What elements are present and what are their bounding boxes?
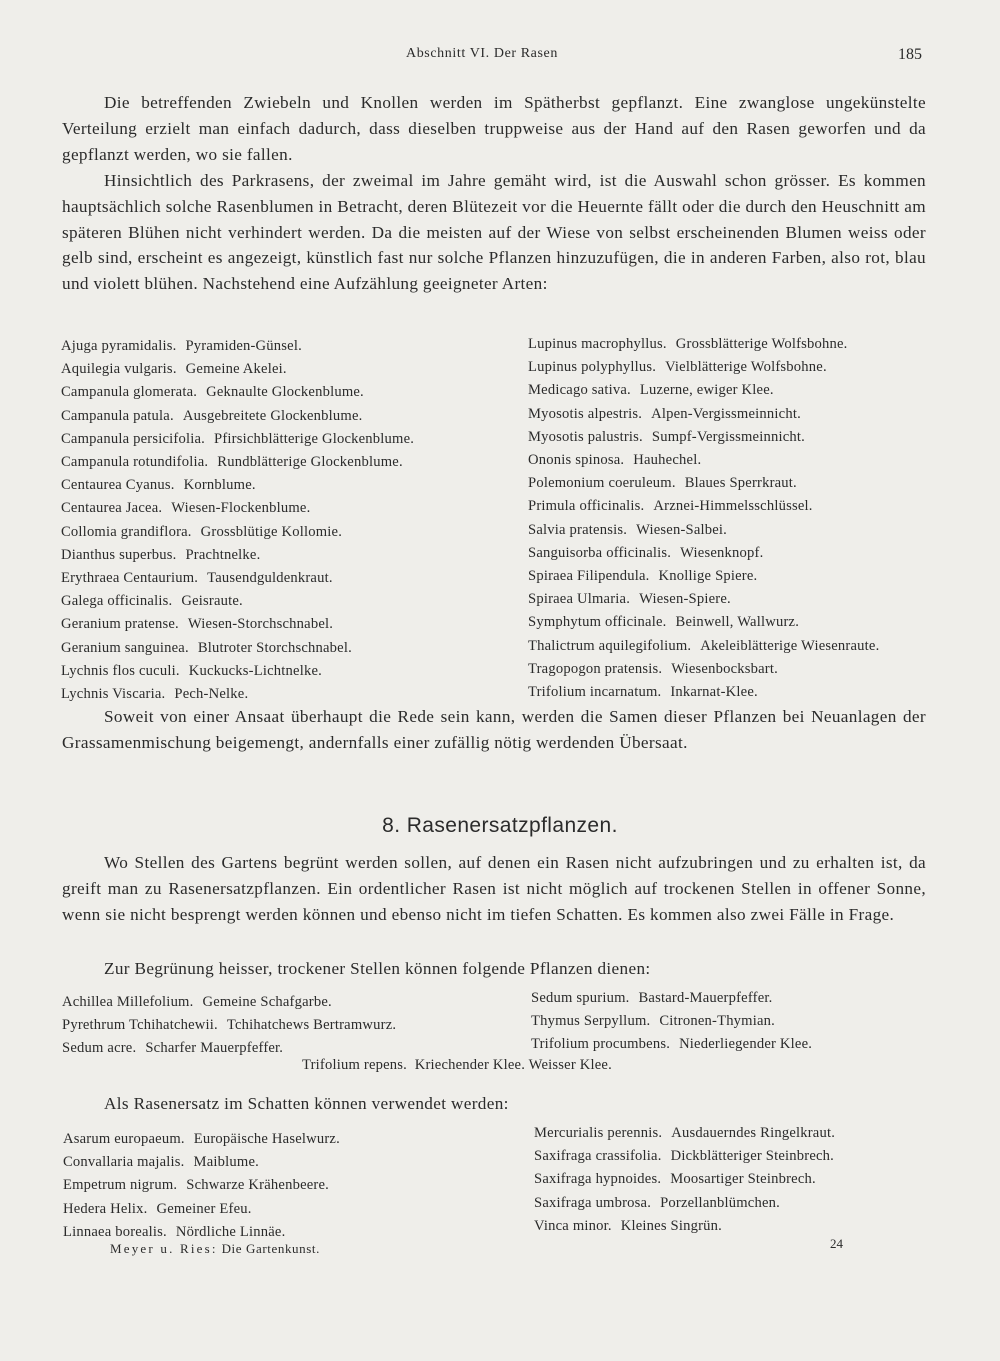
latin-name: Dianthus superbus. (61, 546, 177, 563)
latin-name: Linnaea borealis. (63, 1223, 167, 1240)
german-name: Pfirsichblätterige Glockenblume. (214, 430, 415, 447)
latin-name: Aquilegia vulgaris. (61, 361, 177, 378)
german-name: Pech-Nelke. (174, 686, 249, 703)
german-name: Kuckucks-Lichtnelke. (188, 662, 322, 679)
shade-plants-list-right (534, 1122, 835, 1238)
latin-name: Spiraea Ulmaria. (528, 591, 631, 608)
latin-name: Sedum spurium. (531, 990, 630, 1006)
german-name: Maiblume. (193, 1154, 259, 1171)
paragraph-after-list-text: Soweit von einer Ansaat überhaupt die Rede sein kann, werden die Samen dieser Pflanzen bei Neuanlagen der Grassamenmischung beigemengt, andernfalls einer zufällig nötig werdenden Übersaat. (62, 707, 926, 752)
list-item (61, 544, 414, 567)
german-name: Scharfer Mauerpfeffer. (145, 1040, 284, 1057)
list-item (61, 428, 414, 451)
list-item (528, 588, 879, 611)
german-name: Blutroter Storchschnabel. (197, 639, 352, 656)
latin-name: Erythraea Centaurium. (61, 570, 199, 587)
section-paragraph-2-text: Zur Begrünung heisser, trockener Stellen können folgende Pflanzen dienen: (104, 959, 651, 978)
list-item (528, 356, 879, 379)
dry-centered-german: Kriechender Klee. Weisser Klee. (414, 1057, 612, 1073)
german-name: Gemeine Akelei. (185, 361, 287, 378)
german-name: Bastard-Mauerpfeffer. (638, 990, 773, 1006)
dry-plants-list-left (62, 991, 396, 1061)
list-item (61, 497, 414, 520)
german-name: Wiesen-Spiere. (639, 591, 731, 608)
list-item (528, 635, 879, 658)
latin-name: Salvia pratensis. (528, 521, 628, 538)
list-item (528, 449, 879, 472)
list-item (534, 1145, 835, 1168)
latin-name: Vinca minor. (534, 1217, 612, 1234)
latin-name: Medicago sativa. (528, 382, 631, 399)
latin-name: Empetrum nigrum. (63, 1177, 178, 1194)
latin-name: Sedum acre. (62, 1040, 137, 1057)
latin-name: Symphytum officinale. (528, 614, 667, 631)
german-name: Ausgebreitete Glockenblume. (182, 407, 363, 424)
german-name: Tausendguldenkraut. (207, 570, 333, 587)
german-name: Europäische Haselwurz. (193, 1131, 340, 1147)
list-item (528, 611, 879, 634)
latin-name: Geranium pratense. (61, 616, 179, 633)
latin-name: Saxifraga hypnoides. (534, 1171, 662, 1188)
german-name: Niederliegender Klee. (679, 1036, 813, 1053)
german-name: Wiesen-Salbei. (636, 521, 728, 538)
list-item (528, 542, 879, 565)
list-item (61, 381, 414, 404)
footer-imprint (110, 1241, 320, 1257)
latin-name: Centaurea Cyanus. (61, 477, 175, 494)
latin-name: Spiraea Filipendula. (528, 568, 650, 585)
footer-author: Meyer u. Ries: (110, 1241, 218, 1256)
section-paragraph-1-text: Wo Stellen des Gartens begrünt werden sollen, auf denen ein Rasen nicht aufzubringen und zu erhalten ist, da greift man zu Rasenersatzpflanzen. Ein ordentlicher Rasen ist nicht möglich auf trockenen Stellen in offener Sonne, wenn sie nicht besprengt werden können und ebenso nicht im tiefen Schatten. Es kommen also zwei Fälle in Frage. (62, 853, 926, 924)
list-item (61, 637, 414, 660)
latin-name: Myosotis palustris. (528, 428, 643, 445)
latin-name: Collomia grandiflora. (61, 523, 192, 540)
german-name: Porzellanblümchen. (660, 1194, 780, 1211)
list-item (528, 681, 879, 704)
list-item (61, 474, 414, 497)
section-paragraph-3 (62, 1091, 926, 1117)
list-item (534, 1215, 835, 1238)
german-name: Grossblütige Kollomie. (200, 523, 343, 540)
german-name: Prachtnelke. (185, 546, 261, 563)
list-item (528, 519, 879, 542)
german-name: Gemeiner Efeu. (156, 1200, 252, 1217)
german-name: Nördliche Linnäe. (175, 1223, 286, 1240)
latin-name: Saxifraga crassifolia. (534, 1148, 662, 1165)
german-name: Alpen-Vergissmeinnicht. (651, 405, 801, 422)
latin-name: Geranium sanguinea. (61, 639, 189, 656)
list-item (61, 451, 414, 474)
german-name: Wiesen-Storchschnabel. (187, 616, 334, 633)
list-item (63, 1174, 340, 1197)
species-list-right (528, 333, 879, 704)
latin-name: Campanula rotundifolia. (61, 454, 209, 471)
german-name: Wiesenknopf. (680, 544, 764, 561)
latin-name: Campanula glomerata. (61, 384, 198, 401)
german-name: Akeleiblätterige Wiesenraute. (700, 637, 880, 654)
list-item (528, 333, 879, 356)
dry-plants-list-right (531, 987, 812, 1057)
latin-name: Saxifraga umbrosa. (534, 1194, 652, 1211)
section-heading: 8. Rasenersatzpflanzen. (382, 814, 618, 837)
list-item (63, 1128, 340, 1151)
german-name: Blaues Sperrkraut. (684, 475, 797, 492)
intro-paragraph-1 (62, 90, 926, 167)
list-item (528, 472, 879, 495)
german-name: Citronen-Thymian. (659, 1013, 776, 1030)
intro-paragraph-2-text: Hinsichtlich des Parkrasens, der zweimal im Jahre gemäht wird, ist die Auswahl schon grösser. Es kommen hauptsächlich solche Rasenblumen in Betracht, deren Blütezeit vor die Heuernte fällt oder die durch den Heuschnitt am späteren Blühen nicht verhindert werden. Da die meisten auf der Wiese von selbst erscheinenden Blumen weiss oder gelb sind, erscheint es angezeigt, künstlich fast nur solche Pflanzen hinzuzufügen, die in anderen Farben, also rot, blau und violett blühen. Nachstehend eine Aufzählung geeigneter Arten: (62, 171, 926, 294)
intro-paragraph-1-text: Die betreffenden Zwiebeln und Knollen werden im Spätherbst gepflanzt. Eine zwanglose ungekünstelte Verteilung erzielt man einfach dadurch, dass dieselben truppweise aus der Hand auf den Rasen geworfen und da gepflanzt werden, wo sie fallen. (62, 93, 926, 164)
list-item (534, 1168, 835, 1191)
latin-name: Lychnis flos cuculi. (61, 662, 180, 679)
german-name: Inkarnat-Klee. (670, 684, 758, 701)
list-item (61, 567, 414, 590)
german-name: Beinwell, Wallwurz. (675, 614, 800, 631)
list-item (531, 987, 812, 1010)
latin-name: Hedera Helix. (63, 1200, 148, 1217)
list-item (531, 1033, 812, 1056)
list-item (61, 358, 414, 381)
latin-name: Mercurialis perennis. (534, 1125, 663, 1141)
list-item (534, 1122, 835, 1145)
list-item (61, 405, 414, 428)
footer-book-title: Die Gartenkunst. (221, 1241, 320, 1256)
german-name: Kornblume. (183, 477, 256, 494)
latin-name: Trifolium incarnatum. (528, 684, 662, 701)
latin-name: Lychnis Viscaria. (61, 686, 166, 703)
latin-name: Thalictrum aquilegifolium. (528, 637, 692, 654)
german-name: Hauhechel. (633, 452, 702, 469)
list-item (528, 495, 879, 518)
list-item (61, 590, 414, 613)
latin-name: Centaurea Jacea. (61, 500, 163, 517)
latin-name: Tragopogon pratensis. (528, 660, 663, 677)
shade-plants-list-left (63, 1128, 340, 1244)
latin-name: Asarum europaeum. (63, 1131, 185, 1147)
list-item (61, 521, 414, 544)
latin-name: Thymus Serpyllum. (531, 1013, 651, 1030)
latin-name: Lupinus macrophyllus. (528, 336, 667, 352)
dry-centered-latin: Trifolium repens. (302, 1057, 408, 1073)
german-name: Dickblätteriger Steinbrech. (670, 1148, 835, 1165)
german-name: Wiesenbocksbart. (671, 660, 778, 677)
latin-name: Ajuga pyramidalis. (61, 338, 177, 354)
german-name: Geisraute. (181, 593, 243, 610)
german-name: Ausdauerndes Ringelkraut. (671, 1125, 836, 1141)
list-item (63, 1151, 340, 1174)
section-paragraph-2 (62, 956, 926, 982)
german-name: Wiesen-Flockenblume. (171, 500, 311, 517)
section-paragraph-3-text: Als Rasenersatz im Schatten können verwendet werden: (104, 1094, 509, 1113)
german-name: Pyramiden-Günsel. (185, 338, 302, 354)
german-name: Geknaulte Glockenblume. (206, 384, 364, 401)
german-name: Rundblätterige Glockenblume. (217, 454, 403, 471)
list-item (528, 658, 879, 681)
intro-paragraph-2 (62, 168, 926, 297)
paragraph-after-list (62, 704, 926, 756)
species-list-left (61, 335, 414, 706)
german-name: Tchihatchews Bertramwurz. (226, 1017, 397, 1034)
latin-name: Campanula persicifolia. (61, 430, 206, 447)
german-name: Arznei-Himmelsschlüssel. (653, 498, 813, 515)
german-name: Moosartiger Steinbrech. (670, 1171, 816, 1188)
german-name: Sumpf-Vergissmeinnicht. (651, 428, 805, 445)
latin-name: Myosotis alpestris. (528, 405, 643, 422)
list-item (528, 379, 879, 402)
section-paragraph-1 (62, 850, 926, 927)
list-item (528, 403, 879, 426)
list-item (62, 1014, 396, 1037)
latin-name: Polemonium coeruleum. (528, 475, 676, 492)
latin-name: Sanguisorba officinalis. (528, 544, 672, 561)
list-item (528, 565, 879, 588)
german-name: Gemeine Schafgarbe. (202, 994, 332, 1010)
latin-name: Trifolium procumbens. (531, 1036, 671, 1053)
latin-name: Ononis spinosa. (528, 452, 625, 469)
dry-plants-centered-entry (302, 1057, 612, 1074)
latin-name: Galega officinalis. (61, 593, 173, 610)
latin-name: Pyrethrum Tchihatchewii. (62, 1017, 218, 1034)
sheet-signature: 24 (830, 1236, 843, 1251)
german-name: Grossblätterige Wolfsbohne. (675, 336, 848, 352)
latin-name: Achillea Millefolium. (62, 994, 194, 1010)
list-item (534, 1192, 835, 1215)
page-number: 185 (898, 46, 922, 63)
german-name: Kleines Singrün. (620, 1217, 723, 1234)
latin-name: Convallaria majalis. (63, 1154, 185, 1171)
german-name: Vielblätterige Wolfsbohne. (665, 359, 827, 376)
list-item (61, 683, 414, 706)
latin-name: Primula officinalis. (528, 498, 645, 515)
list-item (531, 1010, 812, 1033)
list-item (62, 991, 396, 1014)
running-head (0, 46, 1000, 70)
german-name: Schwarze Krähenbeere. (186, 1177, 330, 1194)
running-title: Abschnitt VI. Der Rasen (406, 46, 558, 61)
list-item (528, 426, 879, 449)
german-name: Knollige Spiere. (658, 568, 758, 585)
latin-name: Campanula patula. (61, 407, 174, 424)
list-item (63, 1198, 340, 1221)
list-item (61, 660, 414, 683)
latin-name: Lupinus polyphyllus. (528, 359, 657, 376)
german-name: Luzerne, ewiger Klee. (639, 382, 774, 399)
list-item (61, 335, 414, 358)
list-item (61, 613, 414, 636)
